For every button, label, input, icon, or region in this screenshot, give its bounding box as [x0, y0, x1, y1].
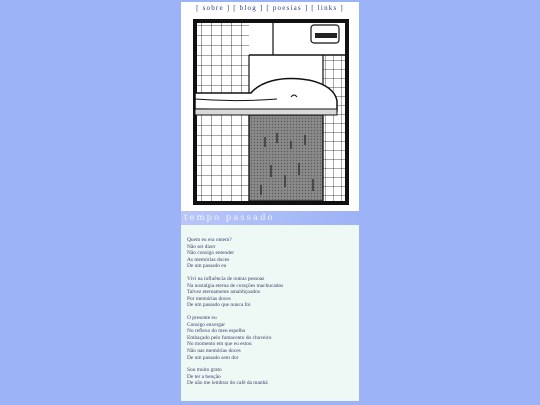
nav-link-sobre[interactable]: [ sobre ]: [196, 4, 231, 12]
poem-line: De um passado eu: [187, 263, 227, 270]
poem-line: As memórias doces: [187, 256, 230, 263]
poem-line: Por memórias doces: [187, 295, 231, 302]
poem-stanza: [187, 237, 353, 270]
poem-line: Sou muito grato: [187, 367, 222, 374]
poem-line: O presente eu: [187, 314, 217, 321]
poem-line: No momento em que eu estou: [187, 341, 252, 348]
poem-line: Embaçado pelo fumacento do chuveiro: [187, 334, 272, 341]
poem-line: Quem eu era ontem?: [187, 237, 232, 243]
poem-line: No reflexo do meu espelho: [187, 328, 246, 335]
poem-body: [181, 225, 359, 401]
nav-link-links[interactable]: [ links ]: [311, 4, 344, 12]
poem-stanza: [187, 367, 353, 387]
poem-line: De um passado que nunca foi: [187, 302, 251, 309]
poem-line: Não sei dizer: [187, 243, 216, 250]
content-column: [181, 2, 359, 401]
poem-line: Não consigo entender: [187, 250, 235, 257]
poem-line: De ter a benção: [187, 373, 221, 380]
header-illustration: [181, 15, 359, 211]
poem-line: De um passado sem dor: [187, 354, 239, 361]
nav-link-blog[interactable]: [ blog ]: [233, 4, 264, 12]
top-nav: [181, 2, 359, 15]
post-title: tempo passado: [181, 211, 359, 225]
poem-line: Não nas memórias doces: [187, 347, 241, 354]
poem-line: Talvez eternamente amaldiçoados: [187, 289, 260, 296]
poem-line: Vivi na influência de outras pessoas: [187, 275, 265, 282]
poem-stanza: [187, 315, 353, 361]
poem-line: Na nostalgia eterna de corações machucados: [187, 282, 284, 289]
nav-link-poesias[interactable]: [ poesias ]: [266, 4, 309, 12]
poem-stanza: [187, 276, 353, 309]
poem-line: De não me lembrar do café da manhã: [187, 380, 268, 387]
poem-line: Consigo enxergar: [187, 321, 226, 328]
